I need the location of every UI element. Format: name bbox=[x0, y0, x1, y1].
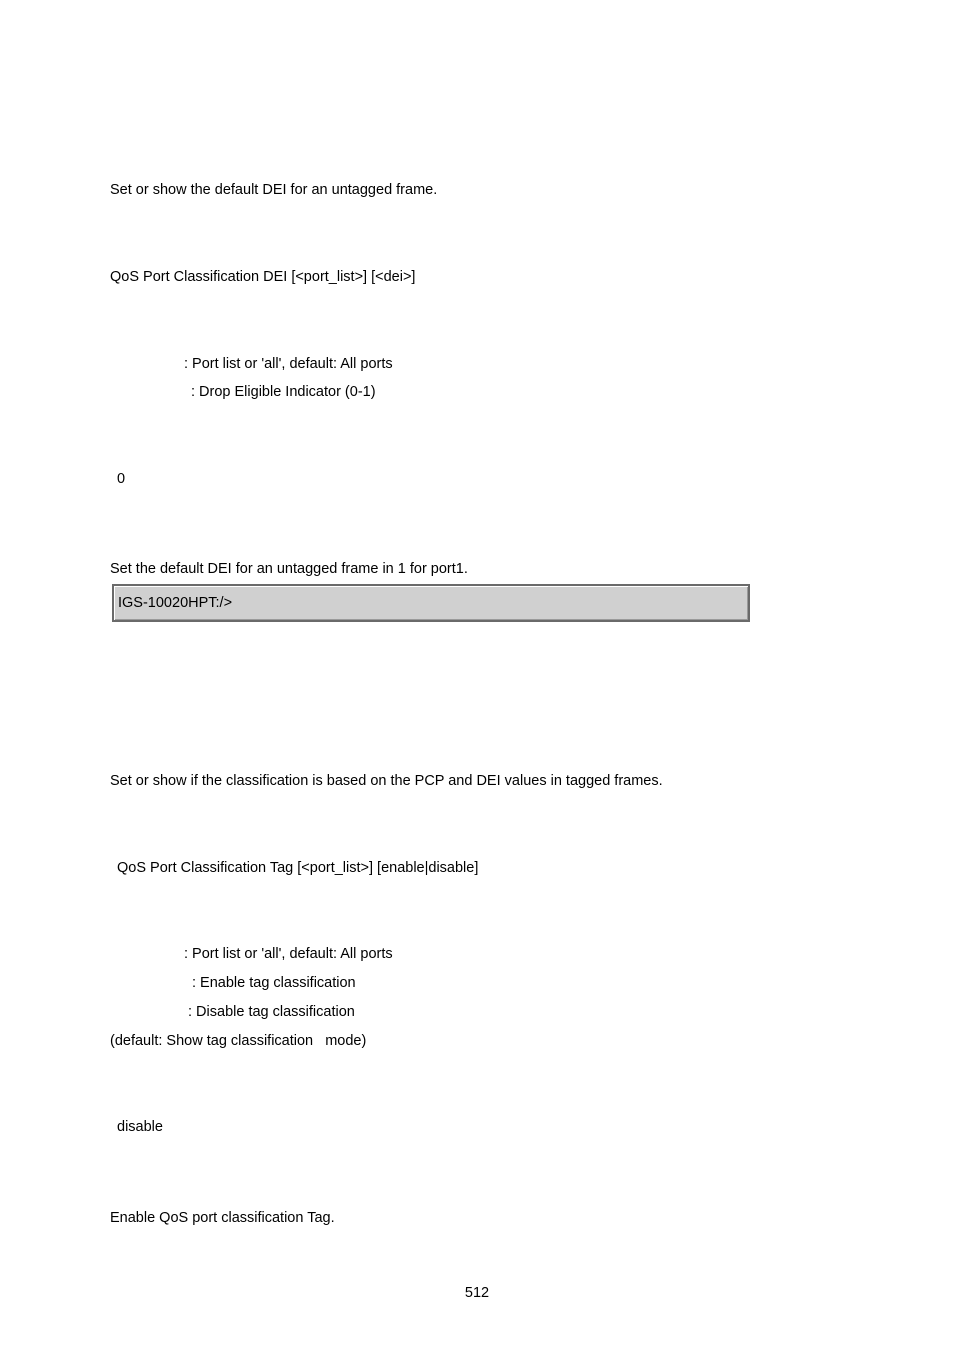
tag-param-enable: : Enable tag classification bbox=[192, 975, 356, 991]
tag-param-disable: : Disable tag classification bbox=[188, 1004, 355, 1020]
dei-param-dei: : Drop Eligible Indicator (0-1) bbox=[191, 384, 376, 400]
tag-param-default-note: (default: Show tag classification mode) bbox=[110, 1033, 367, 1049]
dei-default-value: 0 bbox=[117, 471, 126, 487]
tag-default-value: disable bbox=[117, 1119, 163, 1135]
tag-syntax: QoS Port Classification Tag [<port_list>] [enable|disable] bbox=[117, 860, 479, 876]
command-example-box bbox=[112, 584, 750, 622]
dei-syntax: QoS Port Classification DEI [<port_list>] [<dei>] bbox=[110, 269, 416, 285]
tag-example-description: Enable QoS port classification Tag. bbox=[110, 1210, 335, 1226]
tag-description: Set or show if the classification is based on the PCP and DEI values in tagged frames. bbox=[110, 773, 663, 789]
tag-param-port-list: : Port list or 'all', default: All ports bbox=[184, 946, 393, 962]
dei-param-port-list: : Port list or 'all', default: All ports bbox=[184, 356, 393, 372]
page-number: 512 bbox=[464, 1285, 490, 1301]
dei-description: Set or show the default DEI for an untagged frame. bbox=[110, 182, 438, 198]
dei-example-description: Set the default DEI for an untagged frame in 1 for port1. bbox=[110, 561, 468, 577]
command-prompt: IGS-10020HPT:/> bbox=[118, 595, 233, 611]
